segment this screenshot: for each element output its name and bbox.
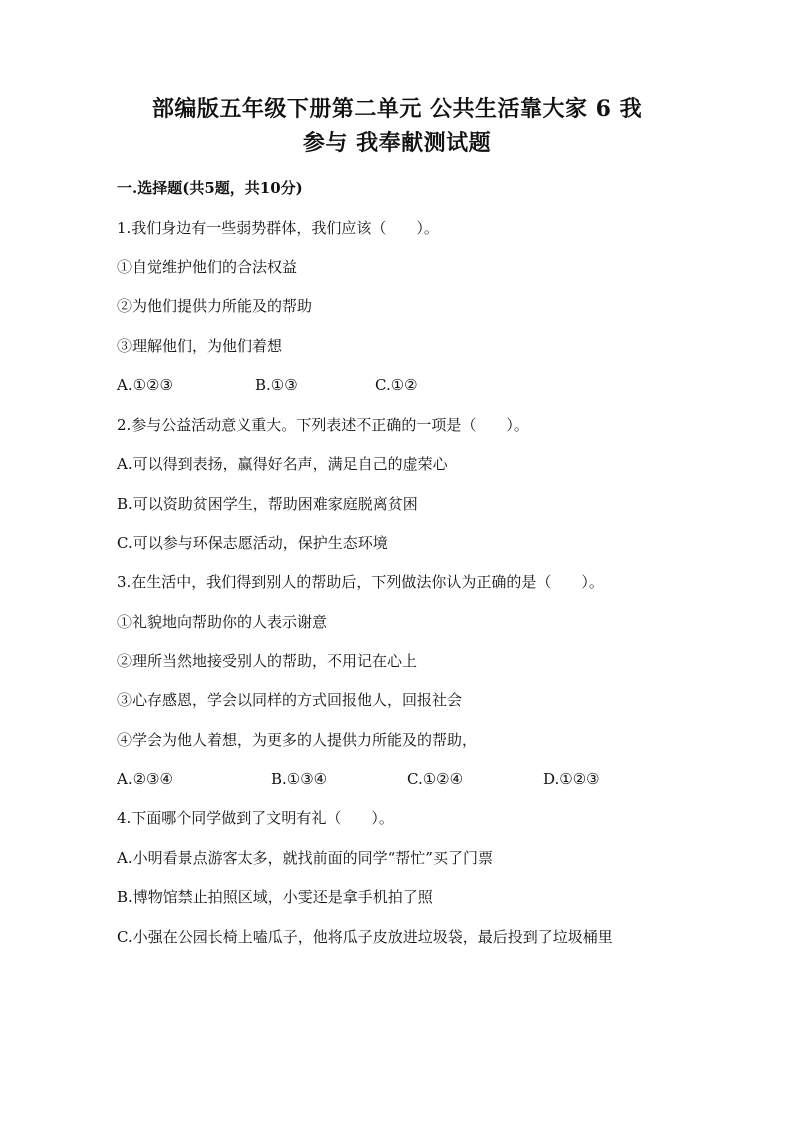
question-4-option-b: B.博物馆禁止拍照区域，小雯还是拿手机拍了照 — [117, 888, 433, 906]
question-3-option-d: D.①②③ — [543, 770, 600, 788]
question-4-option-c: C.小强在公园长椅上嗑瓜子，他将瓜子皮放进垃圾袋，最后投到了垃圾桶里 — [117, 928, 613, 946]
question-3-item-3: ③心存感恩，学会以同样的方式回报他人，回报社会 — [117, 691, 463, 709]
question-2-option-b: B.可以资助贫困学生，帮助困难家庭脱离贫困 — [117, 495, 418, 513]
document-title — [100, 92, 694, 160]
question-1-stem: 1.我们身边有一些弱势群体，我们应该（ ）。 — [117, 219, 439, 237]
question-1-item-1: ①自觉维护他们的合法权益 — [117, 258, 298, 276]
question-3-item-4: ④学会为他人着想，为更多的人提供力所能及的帮助， — [117, 731, 478, 749]
question-3-option-c: C.①②④ — [407, 770, 464, 788]
question-1-option-a: A.①②③ — [117, 376, 173, 394]
question-1-option-b: B.①③ — [255, 376, 298, 394]
question-2-option-c: C.可以参与环保志愿活动，保护生态环境 — [117, 534, 388, 552]
question-3-stem: 3.在生活中，我们得到别人的帮助后，下列做法你认为正确的是（ ）。 — [117, 573, 604, 591]
title-line-1: 部编版五年级下册第二单元 公共生活靠大家 6 我 — [151, 96, 643, 122]
question-4-option-a: A.小明看景点游客太多，就找前面的同学“帮忙”买了门票 — [117, 849, 493, 867]
question-1-item-2: ②为他们提供力所能及的帮助 — [117, 297, 313, 315]
question-1-option-c: C.①② — [375, 376, 418, 394]
question-3-option-a: A.②③④ — [117, 770, 173, 788]
question-1-item-3: ③理解他们，为他们着想 — [117, 337, 283, 355]
question-3-item-1: ①礼貌地向帮助你的人表示谢意 — [117, 613, 328, 631]
section-heading: 一.选择题(共5题，共10分) — [117, 179, 303, 197]
question-3-option-b: B.①③④ — [271, 770, 328, 788]
question-4-stem: 4.下面哪个同学做到了文明有礼（ ）。 — [117, 809, 394, 827]
question-2-option-a: A.可以得到表扬，赢得好名声，满足自己的虚荣心 — [117, 455, 448, 473]
title-line-2: 参与 我奉献测试题 — [302, 130, 492, 156]
question-2-stem: 2.参与公益活动意义重大。下列表述不正确的一项是（ ）。 — [117, 416, 529, 434]
question-3-item-2: ②理所当然地接受别人的帮助，不用记在心上 — [117, 652, 418, 670]
